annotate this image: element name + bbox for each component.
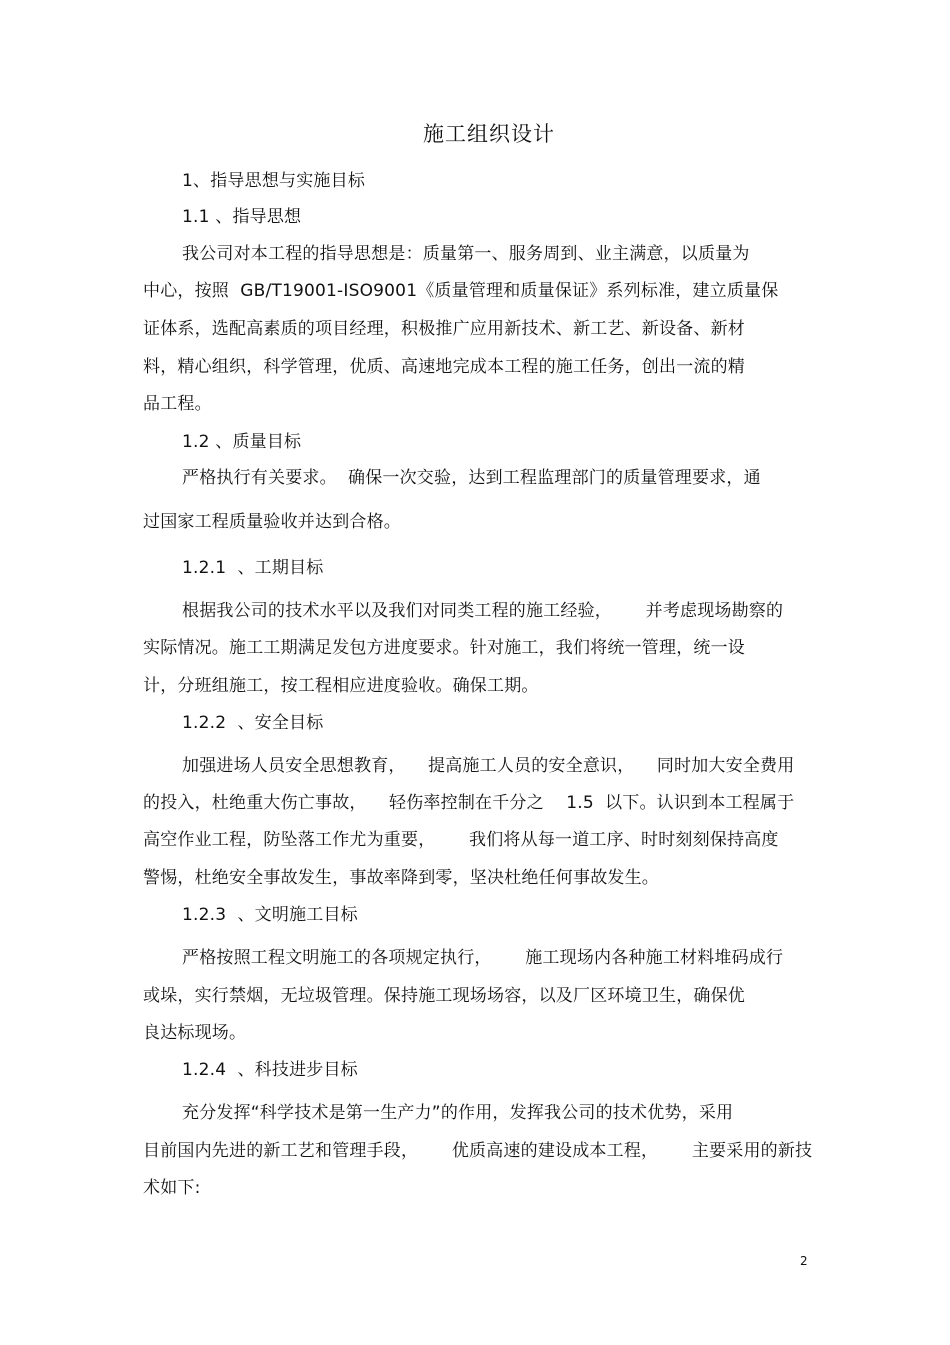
paragraph-line: 根据我公司的技术水平以及我们对同类工程的施工经验， 并考虑现场勘察的 [182,601,784,621]
section-1-heading: 1、指导思想与实施目标 [182,171,366,191]
paragraph-line: 我公司对本工程的指导思想是：质量第一、服务周到、业主满意，以质量为 [182,244,750,264]
paragraph-line: 证体系，选配高素质的项目经理，积极推广应用新技术、新工艺、新设备、新材 [143,319,745,339]
paragraph-line: 目前国内先进的新工艺和管理手段， 优质高速的建设成本工程， 主要采用的新技 [143,1141,813,1161]
paragraph-line: 严格按照工程文明施工的各项规定执行， 施工现场内各种施工材料堆码成行 [182,948,784,968]
paragraph-line: 良达标现场。 [143,1023,247,1043]
paragraph-line: 警惕，杜绝安全事故发生，事故率降到零，坚决杜绝任何事故发生。 [143,868,659,888]
paragraph-line: 中心，按照 GB/T19001-ISO9001《质量管理和质量保证》系列标准，建立质量保 [143,281,779,301]
document-title: 施工组织设计 [423,122,555,146]
paragraph-line: 计，分班组施工，按工程相应进度验收。确保工期。 [143,676,539,696]
paragraph-line: 术如下: [143,1178,201,1198]
page-number: 2 [800,1254,808,1268]
paragraph-line: 实际情况。施工工期满足发包方进度要求。针对施工，我们将统一管理，统一设 [143,638,745,658]
paragraph-line: 严格执行有关要求。 确保一次交验，达到工程监理部门的质量管理要求，通 [182,468,761,488]
section-1-2-2-heading: 1.2.2 、安全目标 [182,713,324,733]
paragraph-line: 料，精心组织，科学管理，优质、高速地完成本工程的施工任务，创出一流的精 [143,357,745,377]
paragraph-line: 过国家工程质量验收并达到合格。 [143,512,401,532]
paragraph-line: 或垛，实行禁烟，无垃圾管理。保持施工现场场容，以及厂区环境卫生，确保优 [143,986,745,1006]
section-1-1-heading: 1.1 、指导思想 [182,207,302,227]
paragraph-line: 充分发挥“科学技术是第一生产力”的作用，发挥我公司的技术优势，采用 [182,1103,734,1123]
paragraph-line: 的投入，杜绝重大伤亡事故， 轻伤率控制在千分之 1.5 以下。认识到本工程属于 [143,793,795,813]
section-1-2-1-heading: 1.2.1 、工期目标 [182,558,324,578]
paragraph-line: 品工程。 [143,394,212,414]
section-1-2-4-heading: 1.2.4 、科技进步目标 [182,1060,358,1080]
paragraph-line: 加强进场人员安全思想教育， 提高施工人员的安全意识， 同时加大安全费用 [182,756,795,776]
section-1-2-heading: 1.2 、质量目标 [182,432,302,452]
section-1-2-3-heading: 1.2.3 、文明施工目标 [182,905,358,925]
paragraph-line: 高空作业工程，防坠落工作尤为重要， 我们将从每一道工序、时时刻刻保持高度 [143,830,779,850]
